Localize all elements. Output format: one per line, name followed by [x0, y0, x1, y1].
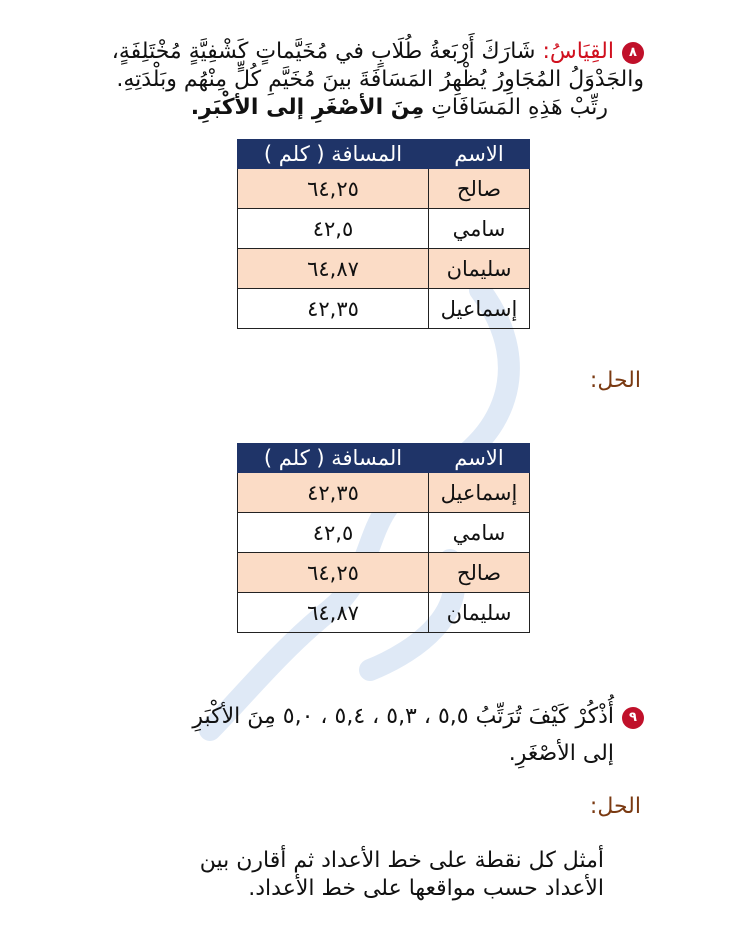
header-distance: المسافة ( كلم ): [238, 140, 429, 169]
table-row: [238, 553, 530, 593]
table-row: [238, 209, 530, 249]
cell-name: إسماعيل: [429, 289, 530, 329]
q8-text-1: شَارَكَ أَرْبَعةُ طُلَابٍ في مُخَيَّماتٍ كَشْفِيَّةٍ مُخْتَلِفَةٍ،: [111, 39, 536, 64]
header-distance: المسافة ( كلم ): [238, 444, 429, 473]
q8-line-1: [112, 38, 644, 66]
cell-distance: ٦٤,٢٥: [238, 169, 429, 209]
header-name: الاسم: [429, 140, 530, 169]
q8-text-3-bold: مِنَ الأصْغَرِ إلى الأكْبَرِ.: [190, 95, 425, 120]
cell-name: سامي: [429, 513, 530, 553]
solution-label-2: الحل:: [589, 794, 641, 819]
q9-line-1: [192, 703, 644, 731]
table-header-row: [238, 444, 530, 473]
cell-distance: ٤٢,٥: [238, 209, 429, 249]
q9-text-1: أُذْكُرْ كَيْفَ تُرَتِّبُ ٥,٥ ، ٥,٣ ، ٥,٤ ، ٥,٠ مِنَ الأكْبَرِ: [192, 704, 614, 729]
header-name: الاسم: [429, 444, 530, 473]
cell-name: صالح: [429, 169, 530, 209]
cell-distance: ٦٤,٢٥: [238, 553, 429, 593]
table-row: [238, 169, 530, 209]
q8-text-2: والجَدْوَلُ المُجَاوِرُ يُظْهِرُ المَسَافَةَ بينَ مُخَيَّمِ كُلٍّ مِنْهُم وبَلْدَتِهِ.: [116, 67, 644, 92]
distance-table-original: [237, 139, 530, 329]
cell-name: سامي: [429, 209, 530, 249]
q9-number-badge: ٩: [622, 707, 644, 729]
q8-label: القِيَاسُ:: [542, 39, 614, 64]
cell-distance: ٦٤,٨٧: [238, 593, 429, 633]
cell-distance: ٦٤,٨٧: [238, 249, 429, 289]
q8-text-3: رتِّبْ هَذِهِ المَسَافَاتِ: [431, 95, 608, 120]
q8-number-badge: ٨: [622, 42, 644, 64]
cell-name: صالح: [429, 553, 530, 593]
q9-text-2: إلى الأصْغَرِ.: [508, 741, 614, 766]
cell-distance: ٤٢,٣٥: [238, 289, 429, 329]
cell-name: إسماعيل: [429, 473, 530, 513]
cell-distance: ٤٢,٥: [238, 513, 429, 553]
table-row: [238, 289, 530, 329]
cell-distance: ٤٢,٣٥: [238, 473, 429, 513]
table-row: [238, 249, 530, 289]
answer-line-1: أمثل كل نقطة على خط الأعداد ثم أقارن بين: [199, 848, 604, 873]
solution-label-1: الحل:: [589, 368, 641, 393]
q8-line-3: [191, 94, 608, 122]
table-header-row: [238, 140, 530, 169]
table-row: [238, 513, 530, 553]
cell-name: سليمان: [429, 249, 530, 289]
distance-table-sorted: [237, 443, 530, 633]
cell-name: سليمان: [429, 593, 530, 633]
table-row: [238, 593, 530, 633]
table-row: [238, 473, 530, 513]
answer-line-2: الأعداد حسب مواقعها على خط الأعداد.: [248, 876, 604, 901]
